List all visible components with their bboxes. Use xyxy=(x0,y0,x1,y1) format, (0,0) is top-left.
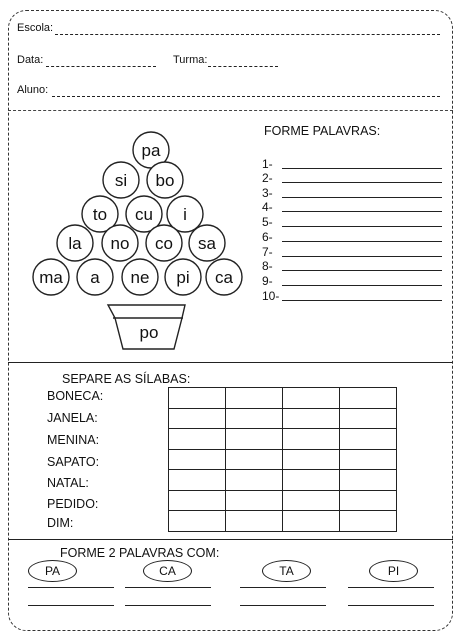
separe-title: SEPARE AS SÍLABAS: xyxy=(62,372,191,386)
tree-syllable: pi xyxy=(176,268,190,287)
grid-cell[interactable] xyxy=(226,429,283,450)
grid-cell[interactable] xyxy=(340,490,397,511)
syllable-grid xyxy=(168,387,397,532)
tree-syllable: cu xyxy=(135,205,153,224)
answer-underline[interactable] xyxy=(240,605,326,606)
answer-number: 6- xyxy=(262,230,273,244)
grid-cell[interactable] xyxy=(340,429,397,450)
answer-line[interactable] xyxy=(262,171,442,185)
syllable-bubble: CA xyxy=(143,560,192,582)
grid-cell[interactable] xyxy=(283,388,340,409)
grid-cell[interactable] xyxy=(340,408,397,429)
word-label: DIM: xyxy=(47,516,74,530)
turma-label: Turma: xyxy=(173,54,208,66)
grid-cell[interactable] xyxy=(169,449,226,470)
tree-syllable: la xyxy=(68,234,82,253)
section-divider xyxy=(8,539,453,540)
grid-cell[interactable] xyxy=(169,408,226,429)
grid-cell[interactable] xyxy=(283,490,340,511)
turma-line xyxy=(208,66,278,67)
data-label: Data: xyxy=(17,54,44,66)
tree-syllable: ma xyxy=(39,268,63,287)
syllable-bubble: PA xyxy=(28,560,77,582)
answer-line[interactable] xyxy=(262,186,442,200)
answer-number: 7- xyxy=(262,245,273,259)
answer-underline[interactable] xyxy=(240,587,326,588)
tree-syllable: ca xyxy=(215,268,233,287)
grid-cell[interactable] xyxy=(340,470,397,491)
answer-underline[interactable] xyxy=(28,587,114,588)
tree-syllable: bo xyxy=(155,171,175,190)
grid-cell[interactable] xyxy=(226,388,283,409)
tree-syllable: i xyxy=(183,205,187,224)
forme-palavras-title: FORME PALAVRAS: xyxy=(264,124,381,138)
answer-line[interactable] xyxy=(262,274,442,288)
grid-cell[interactable] xyxy=(340,511,397,532)
grid-cell[interactable] xyxy=(169,388,226,409)
word-label: PEDIDO: xyxy=(47,497,99,511)
grid-cell[interactable] xyxy=(283,511,340,532)
header-divider xyxy=(8,110,453,111)
answer-underline[interactable] xyxy=(348,587,434,588)
grid-cell[interactable] xyxy=(226,490,283,511)
answer-number: 10- xyxy=(262,289,280,303)
tree-syllable: co xyxy=(155,234,173,253)
answer-line[interactable] xyxy=(262,245,442,259)
grid-cell[interactable] xyxy=(169,511,226,532)
grid-cell[interactable] xyxy=(283,408,340,429)
tree-syllable: sa xyxy=(198,234,216,253)
answer-number: 8- xyxy=(262,259,273,273)
syllable-bubble: PI xyxy=(369,560,418,582)
forme2-title: FORME 2 PALAVRAS COM: xyxy=(60,546,220,560)
tree-syllable: a xyxy=(90,268,100,287)
syllable-tree xyxy=(25,125,250,360)
word-label: MENINA: xyxy=(47,433,100,447)
tree-syllable: no xyxy=(110,234,130,253)
answer-number: 5- xyxy=(262,215,273,229)
syllable-bubble: TA xyxy=(262,560,311,582)
answer-number: 2- xyxy=(262,171,273,185)
aluno-label: Aluno: xyxy=(17,84,49,96)
word-label: JANELA: xyxy=(47,411,98,425)
answer-line[interactable] xyxy=(262,289,442,303)
grid-cell[interactable] xyxy=(283,449,340,470)
answer-line[interactable] xyxy=(262,157,442,171)
grid-cell[interactable] xyxy=(226,470,283,491)
word-label: SAPATO: xyxy=(47,455,100,469)
answer-underline[interactable] xyxy=(125,605,211,606)
word-label: BONECA: xyxy=(47,389,104,403)
tree-syllable: ne xyxy=(130,268,150,287)
grid-cell[interactable] xyxy=(226,408,283,429)
grid-cell[interactable] xyxy=(340,449,397,470)
answer-underline[interactable] xyxy=(348,605,434,606)
escola-line xyxy=(55,34,440,35)
grid-cell[interactable] xyxy=(169,490,226,511)
grid-cell[interactable] xyxy=(226,449,283,470)
pot-syllable: po xyxy=(139,323,159,342)
answer-line[interactable] xyxy=(262,215,442,229)
answer-number: 4- xyxy=(262,200,273,214)
tree-syllable: si xyxy=(114,171,128,190)
escola-label: Escola: xyxy=(17,22,54,34)
answer-number: 3- xyxy=(262,186,273,200)
answer-number: 1- xyxy=(262,157,273,171)
tree-syllable: pa xyxy=(141,141,161,160)
data-line xyxy=(46,66,156,67)
section-divider xyxy=(8,362,453,363)
grid-cell[interactable] xyxy=(226,511,283,532)
answer-number: 9- xyxy=(262,274,273,288)
answer-line[interactable] xyxy=(262,230,442,244)
grid-cell[interactable] xyxy=(283,429,340,450)
grid-cell[interactable] xyxy=(169,429,226,450)
grid-cell[interactable] xyxy=(169,470,226,491)
tree-syllable: to xyxy=(92,205,108,224)
grid-cell[interactable] xyxy=(283,470,340,491)
answer-line[interactable] xyxy=(262,259,442,273)
aluno-line xyxy=(52,96,440,97)
answer-line[interactable] xyxy=(262,200,442,214)
word-label: NATAL: xyxy=(47,476,89,490)
answer-underline[interactable] xyxy=(28,605,114,606)
answer-underline[interactable] xyxy=(125,587,211,588)
grid-cell[interactable] xyxy=(340,388,397,409)
